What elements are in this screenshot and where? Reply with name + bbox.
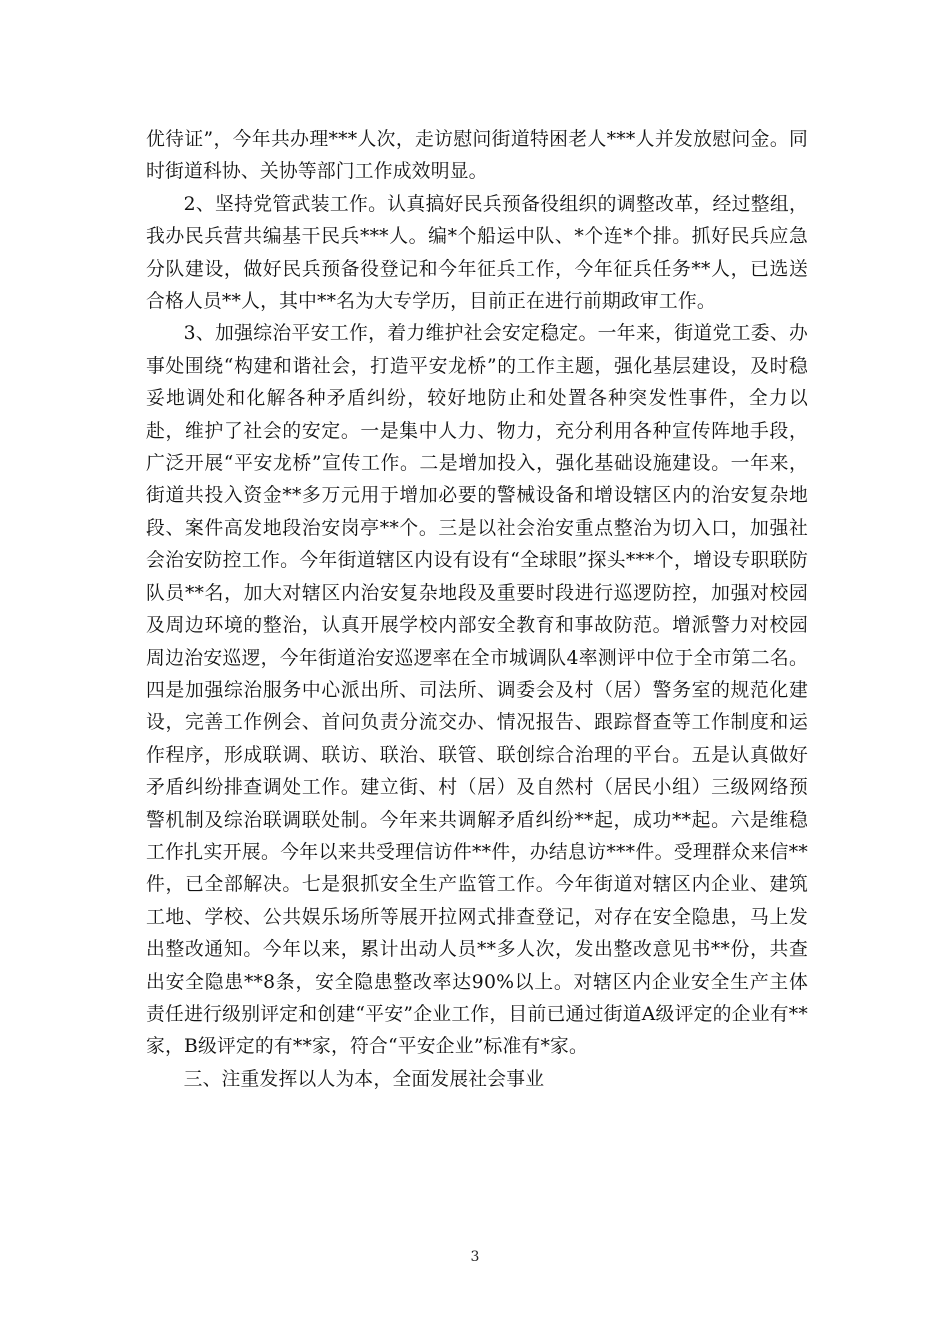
- paragraph-militia-work: 2、坚持党管武装工作。认真搞好民兵预备役组织的调整改革，经过整组，我办民兵营共编基干民兵***人。编*个船运中队、*个连*个排。抓好民兵应急分队建设，做好民兵预备役登记和今年征兵工作，今年征兵任务**人，已选送合格人员**人，其中**名为大专学历，目前正在进行前期政审工作。: [146, 193, 808, 313]
- section-heading-social-affairs: 三、注重发挥以人为本，全面发展社会事业: [183, 1068, 545, 1090]
- page-number: 3: [470, 1249, 480, 1265]
- paragraph-continuation: 优待证”，今年共办理***人次，走访慰问街道特困老人***人并发放慰问金。同时街道科协、关协等部门工作成效明显。: [146, 129, 808, 183]
- document-body: [146, 124, 808, 1096]
- paragraph-public-safety: 3、加强综治平安工作，着力维护社会安定稳定。一年来，街道党工委、办事处围绕“构建和谐社会，打造平安龙桥”的工作主题，强化基层建设，及时稳妥地调处和化解各种矛盾纠纷，较好地防止和处置各种突发性事件，全力以赴，维护了社会的安定。一是集中人力、物力，充分利用各种宣传阵地手段，广泛开展“平安龙桥”宣传工作。二是增加投入，强化基础设施建设。一年来，街道共投入资金**多万元用于增加必要的警械设备和增设辖区内的治安复杂地段、案件高发地段治安岗亭**个。三是以社会治安重点整治为切入口，加强社会治安防控工作。今年街道辖区内设有设有“全球眼”探头***个，增设专职联防队员**名，加大对辖区内治安复杂地段及重要时段进行巡逻防控，加强对校园及周边环境的整治，认真开展学校内部安全教育和事故防范。增派警力对校园周边治安巡逻，今年街道治安巡逻率在全市城调队4率测评中位于全市第二名。四是加强综治服务中心派出所、司法所、调委会及村（居）警务室的规范化建设，完善工作例会、首问负责分流交办、情况报告、跟踪督查等工作制度和运作程序，形成联调、联访、联治、联管、联创综合治理的平台。五是认真做好矛盾纠纷排查调处工作。建立街、村（居）及自然村（居民小组）三级网络预警机制及综治联调联处制。今年来共调解矛盾纠纷**起，成功**起。六是维稳工作扎实开展。今年以来共受理信访件**件，办结息访***件。受理群众来信**件，已全部解决。七是狠抓安全生产监管工作。今年街道对辖区内企业、建筑工地、学校、公共娱乐场所等展开拉网式排查登记，对存在安全隐患，马上发出整改通知。今年以来，累计出动人员**多人次，发出整改意见书**份，共查出安全隐患**8条，安全隐患整改率达90%以上。对辖区内企业安全生产主体责任进行级别评定和创建“平安”企业工作，目前已通过街道A级评定的企业有**家，B级评定的有**家，符合“平安企业”标准有*家。: [146, 323, 808, 1058]
